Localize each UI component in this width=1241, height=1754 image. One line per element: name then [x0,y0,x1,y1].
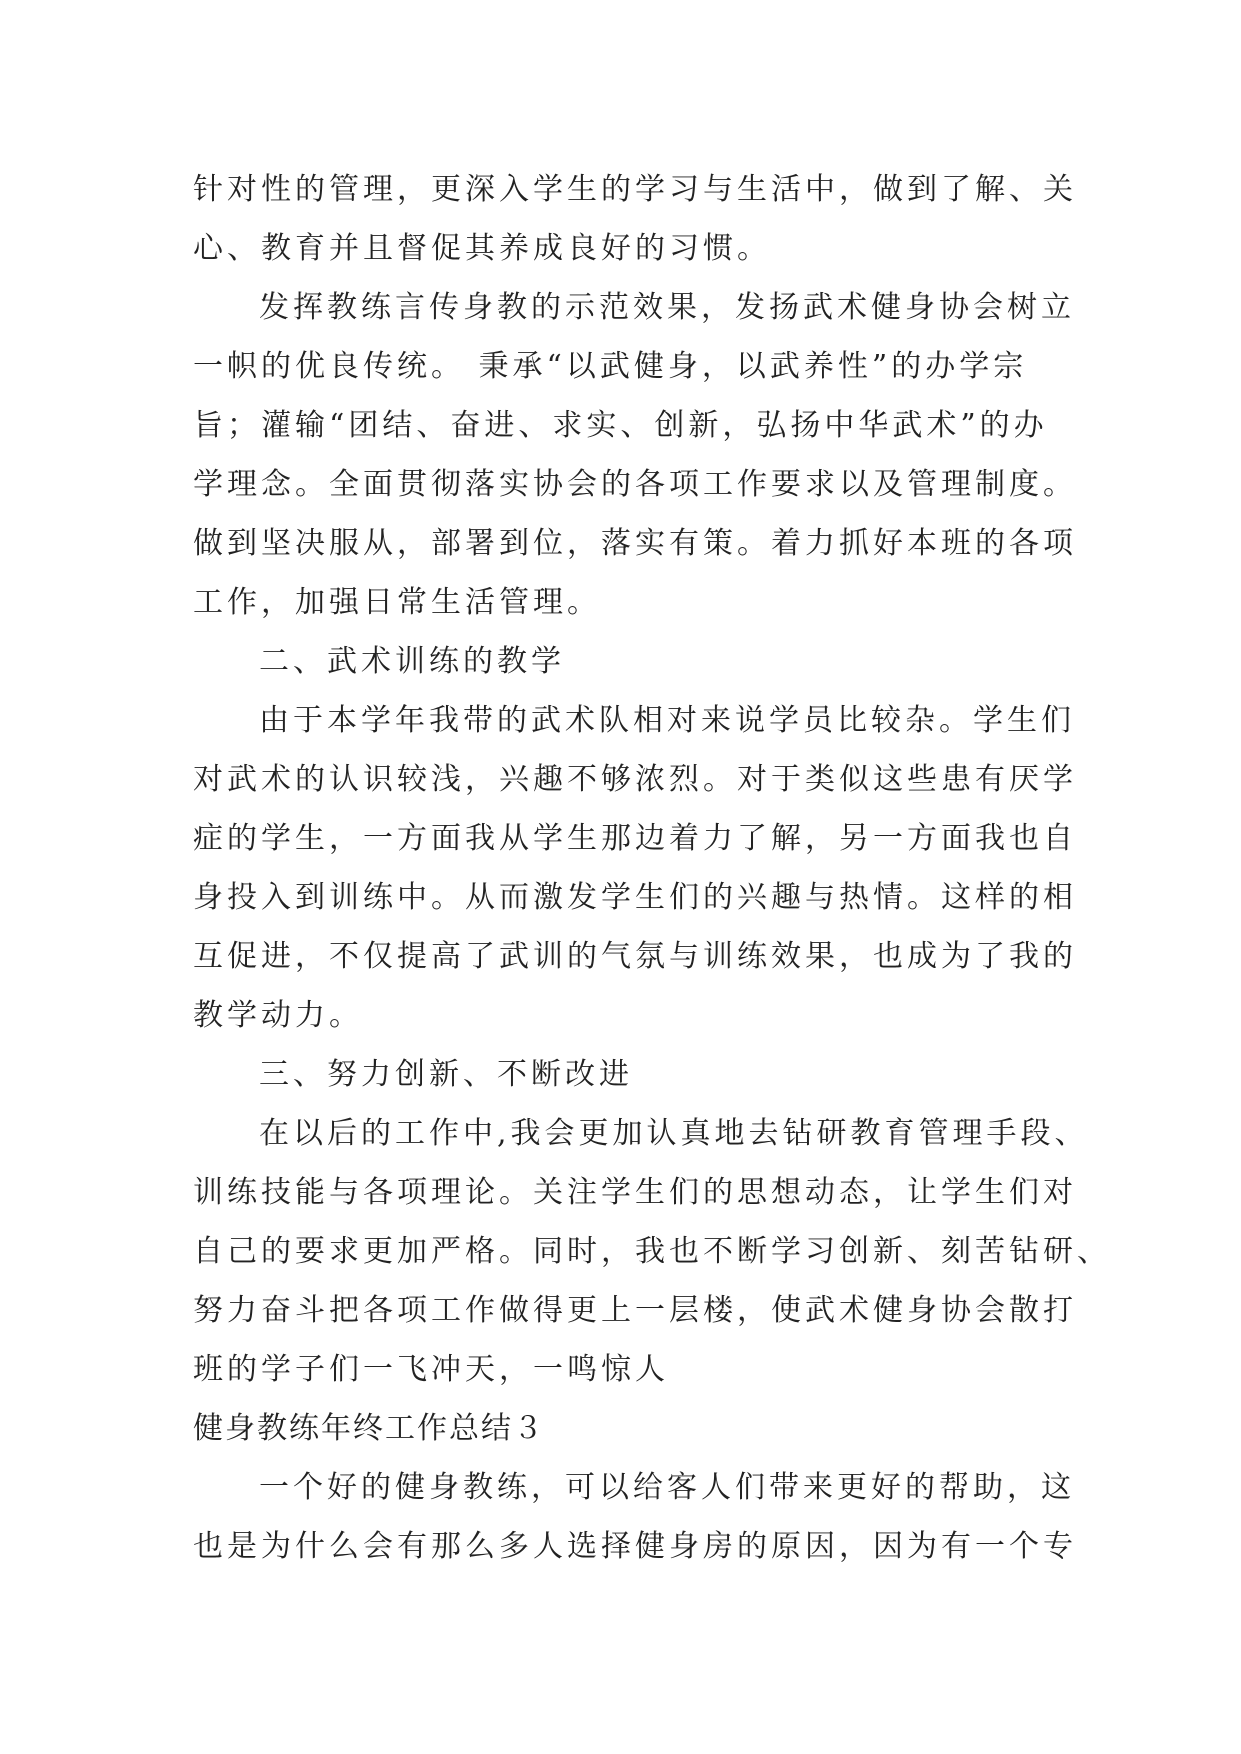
paragraph-start: 由于本学年我带的武术队相对来说学员比较杂。学生们 [259,703,1075,738]
text-line: 班的学子们一飞冲天，一鸣惊人 [193,1352,669,1387]
paragraph-start: 在以后的工作中,我会更加认真地去钻研教育管理手段、 [259,1116,1089,1151]
text-line: 也是为什么会有那么多人选择健身房的原因，因为有一个专 [193,1529,1077,1564]
document-body [193,160,1111,1576]
paragraph-start: 发挥教练言传身教的示范效果，发扬武术健身协会树立 [259,290,1075,325]
text-line: 旨；灌输“团结、奋进、求实、创新，弘扬中华武术”的办 [193,408,1048,443]
article-title: 健身教练年终工作总结３ [193,1411,545,1446]
text-line: 学理念。全面贯彻落实协会的各项工作要求以及管理制度。 [193,467,1077,502]
section-heading-2: 二、武术训练的教学 [259,644,565,679]
section-heading-3: 三、努力创新、不断改进 [259,1057,633,1092]
text-line: 自己的要求更加严格。同时，我也不断学习创新、刻苦钻研、 [193,1234,1111,1269]
text-line: 工作，加强日常生活管理。 [193,585,601,620]
text-line: 努力奋斗把各项工作做得更上一层楼，使武术健身协会散打 [193,1293,1077,1328]
text-line: 做到坚决服从，部署到位，落实有策。着力抓好本班的各项 [193,526,1077,561]
text-line: 一帜的优良传统。 秉承“以武健身，以武养性”的办学宗 [193,349,1028,384]
paragraph-start: 一个好的健身教练，可以给客人们带来更好的帮助，这 [259,1470,1075,1505]
text-line: 教学动力。 [193,998,363,1033]
text-line: 对武术的认识较浅，兴趣不够浓烈。对于类似这些患有厌学 [193,762,1077,797]
text-line: 训练技能与各项理论。关注学生们的思想动态，让学生们对 [193,1175,1077,1210]
text-line: 针对性的管理，更深入学生的学习与生活中，做到了解、关 [193,172,1077,207]
text-line: 心、教育并且督促其养成良好的习惯。 [193,231,771,266]
text-line: 身投入到训练中。从而激发学生们的兴趣与热情。这样的相 [193,880,1077,915]
text-line: 互促进，不仅提高了武训的气氛与训练效果，也成为了我的 [193,939,1077,974]
text-line: 症的学生，一方面我从学生那边着力了解，另一方面我也自 [193,821,1077,856]
